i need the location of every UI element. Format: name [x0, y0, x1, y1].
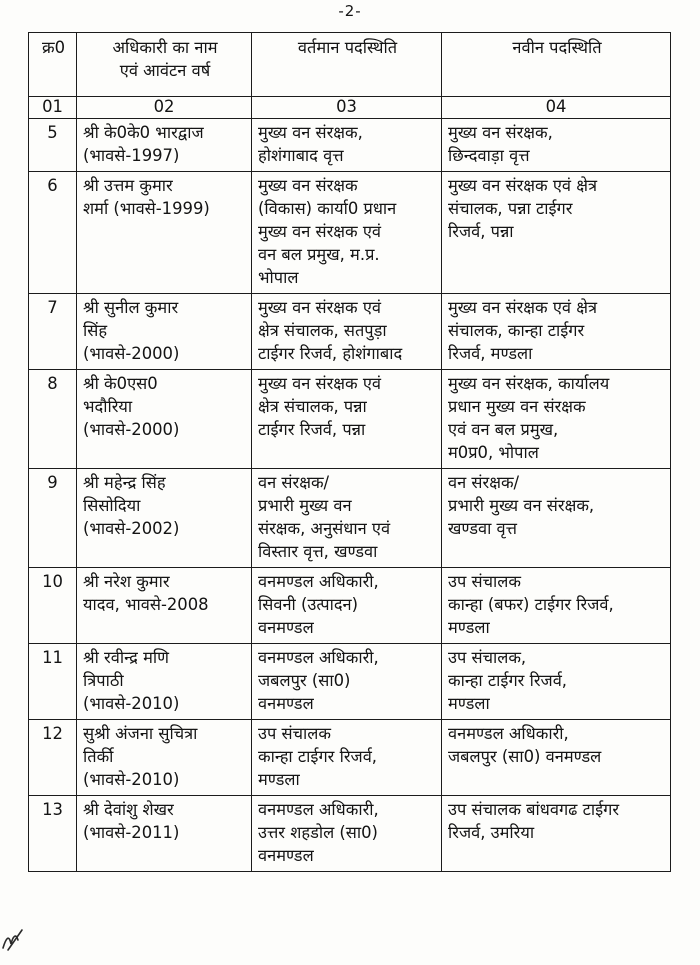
column-number: 02	[77, 97, 252, 119]
handwritten-margin-mark	[0, 924, 26, 954]
new-posting: उप संचालक बांधवगढ टाईगर रिजर्व, उमरिया	[442, 796, 671, 872]
table-row	[29, 119, 671, 172]
table-row	[29, 469, 671, 568]
current-posting: वनमण्डल अधिकारी, सिवनी (उत्पादन) वनमण्डल	[252, 568, 442, 644]
posting-table	[28, 32, 671, 872]
new-posting: मुख्य वन संरक्षक एवं क्षेत्र संचालक, पन्ना टाईगर रिजर्व, पन्ना	[442, 172, 671, 294]
page-number: -2-	[338, 2, 362, 20]
new-posting: उप संचालक, कान्हा टाईगर रिजर्व, मण्डला	[442, 644, 671, 720]
current-posting: वनमण्डल अधिकारी, जबलपुर (सा0) वनमण्डल	[252, 644, 442, 720]
new-posting: मुख्य वन संरक्षक, छिन्दवाड़ा वृत्त	[442, 119, 671, 172]
current-posting: उप संचालक कान्हा टाईगर रिजर्व, मण्डला	[252, 720, 442, 796]
officer-name: सुश्री अंजना सुचित्रा तिर्की (भावसे-2010)	[77, 720, 252, 796]
officer-name: श्री के0के0 भारद्वाज (भावसे-1997)	[77, 119, 252, 172]
header-serial-number: क्र0	[29, 33, 77, 97]
table-row	[29, 370, 671, 469]
officer-name: श्री रवीन्द्र मणि त्रिपाठी (भावसे-2010)	[77, 644, 252, 720]
current-posting: मुख्य वन संरक्षक एवं क्षेत्र संचालक, पन्ना टाईगर रिजर्व, पन्ना	[252, 370, 442, 469]
new-posting: वन संरक्षक/ प्रभारी मुख्य वन संरक्षक, खण्डवा वृत्त	[442, 469, 671, 568]
table-row	[29, 644, 671, 720]
officer-name: श्री नरेश कुमार यादव, भावसे-2008	[77, 568, 252, 644]
new-posting: वनमण्डल अधिकारी, जबलपुर (सा0) वनमण्डल	[442, 720, 671, 796]
new-posting: मुख्य वन संरक्षक, कार्यालय प्रधान मुख्य वन संरक्षक एवं वन बल प्रमुख, म0प्र0, भोपाल	[442, 370, 671, 469]
serial-number: 12	[29, 720, 77, 796]
current-posting: मुख्य वन संरक्षक एवं क्षेत्र संचालक, सतपुड़ा टाईगर रिजर्व, होशंगाबाद	[252, 294, 442, 370]
serial-number: 8	[29, 370, 77, 469]
officer-name: श्री सुनील कुमार सिंह (भावसे-2000)	[77, 294, 252, 370]
current-posting: मुख्य वन संरक्षक (विकास) कार्या0 प्रधान मुख्य वन संरक्षक एवं वन बल प्रमुख, म.प्र. भोपाल	[252, 172, 442, 294]
header-officer-name: अधिकारी का नाम एवं आवंटन वर्ष	[77, 33, 252, 97]
officer-name: श्री उत्तम कुमार शर्मा (भावसे-1999)	[77, 172, 252, 294]
table-row	[29, 720, 671, 796]
header-current-posting: वर्तमान पदस्थिति	[252, 33, 442, 97]
table-row	[29, 294, 671, 370]
serial-number: 7	[29, 294, 77, 370]
table-row	[29, 796, 671, 872]
new-posting: मुख्य वन संरक्षक एवं क्षेत्र संचालक, कान्हा टाईगर रिजर्व, मण्डला	[442, 294, 671, 370]
serial-number: 9	[29, 469, 77, 568]
current-posting: मुख्य वन संरक्षक, होशंगाबाद वृत्त	[252, 119, 442, 172]
current-posting: वनमण्डल अधिकारी, उत्तर शहडोल (सा0) वनमण्डल	[252, 796, 442, 872]
officer-name: श्री महेन्द्र सिंह सिसोदिया (भावसे-2002)	[77, 469, 252, 568]
new-posting: उप संचालक कान्हा (बफर) टाईगर रिजर्व, मण्डला	[442, 568, 671, 644]
current-posting: वन संरक्षक/ प्रभारी मुख्य वन संरक्षक, अनुसंधान एवं विस्तार वृत्त, खण्डवा	[252, 469, 442, 568]
table-row	[29, 568, 671, 644]
header-new-posting: नवीन पदस्थिति	[442, 33, 671, 97]
column-number: 04	[442, 97, 671, 119]
officer-name: श्री के0एस0 भदौरिया (भावसे-2000)	[77, 370, 252, 469]
column-number: 03	[252, 97, 442, 119]
header-row	[29, 33, 671, 97]
serial-number: 13	[29, 796, 77, 872]
serial-number: 10	[29, 568, 77, 644]
serial-number: 6	[29, 172, 77, 294]
officer-name: श्री देवांशु शेखर (भावसे-2011)	[77, 796, 252, 872]
column-number-row	[29, 97, 671, 119]
serial-number: 5	[29, 119, 77, 172]
table-row	[29, 172, 671, 294]
serial-number: 11	[29, 644, 77, 720]
column-number: 01	[29, 97, 77, 119]
